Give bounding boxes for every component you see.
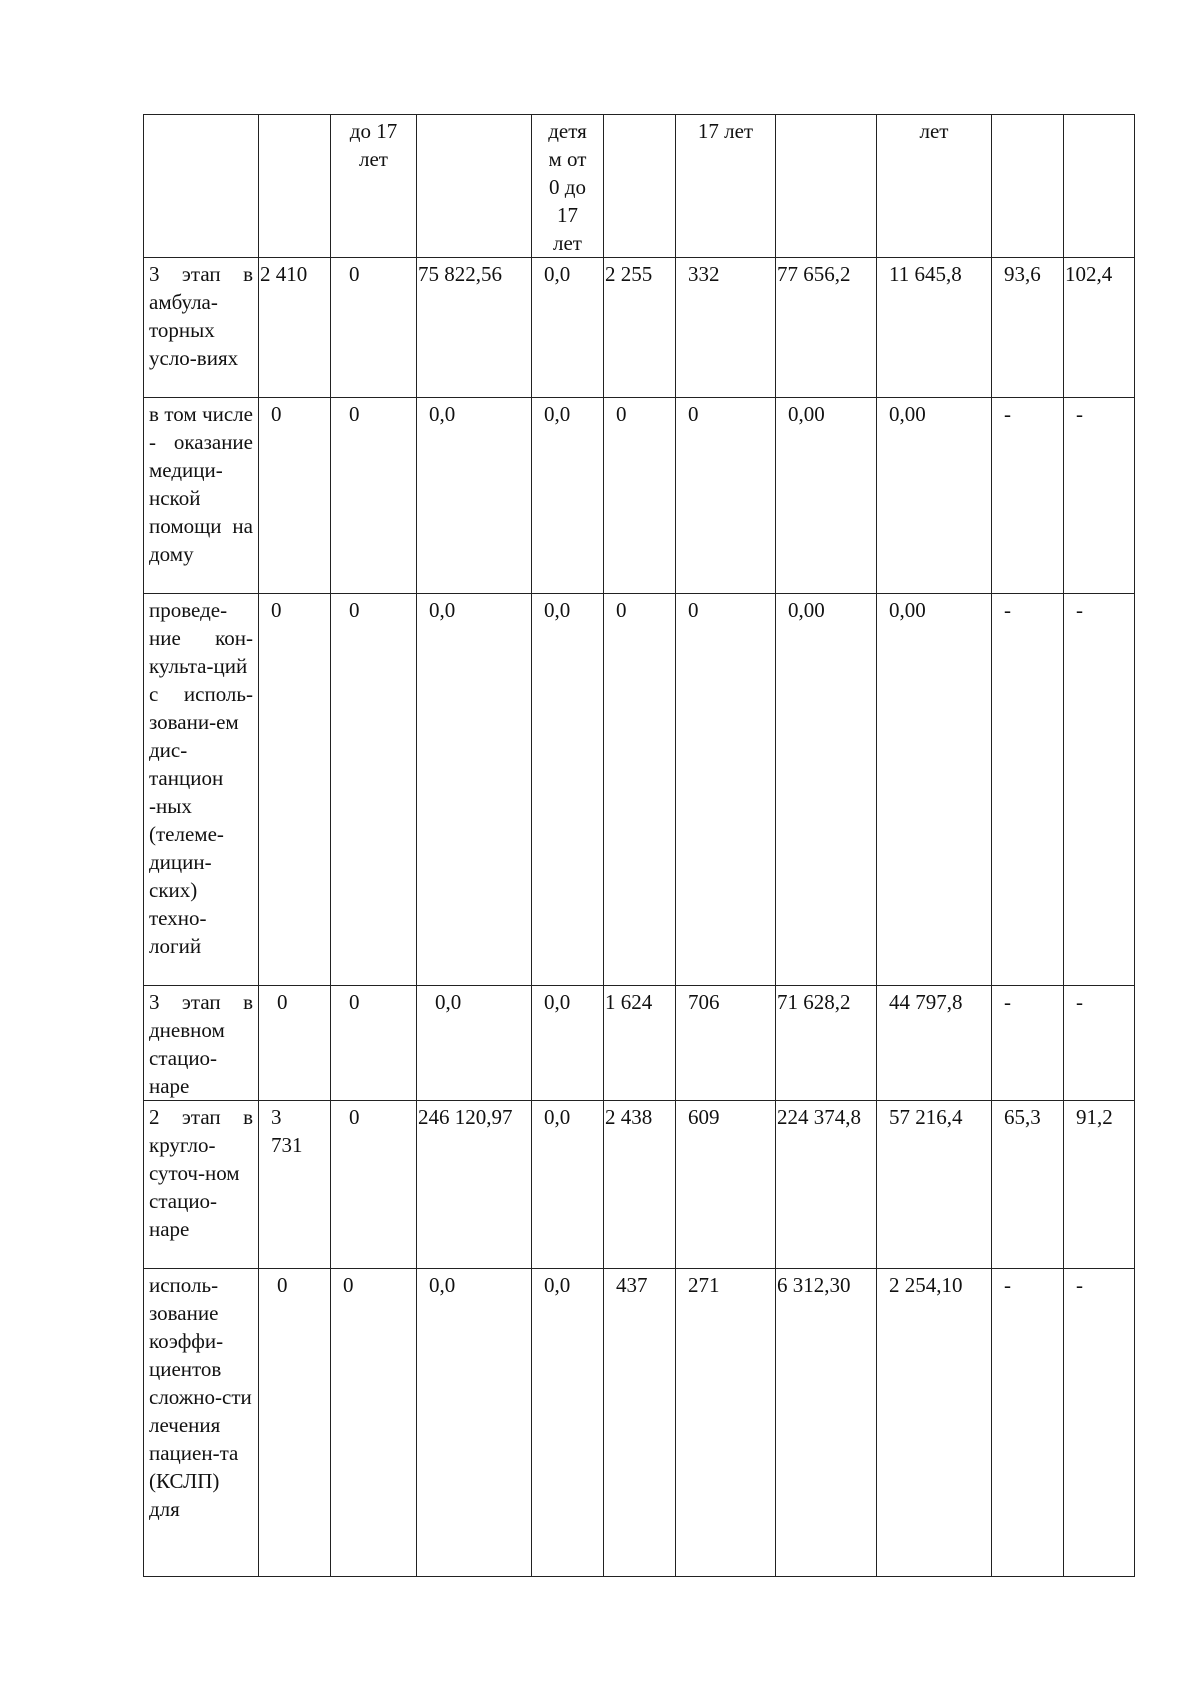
table-cell: 0 xyxy=(331,258,417,398)
data-table xyxy=(143,114,1135,1577)
table-cell: 91,2 xyxy=(1064,1101,1135,1269)
table-cell: 2 255 xyxy=(604,258,676,398)
table-cell: 1 624 xyxy=(604,986,676,1101)
table-row xyxy=(144,1101,1135,1269)
row-label: 2 этап в кругло-суточ-ном стацио-наре xyxy=(144,1101,259,1269)
table-cell: 0,0 xyxy=(417,398,532,594)
table-row xyxy=(144,1269,1135,1577)
header-cell xyxy=(604,115,676,258)
table-cell: - xyxy=(1064,986,1135,1101)
header-cell: до 17 лет xyxy=(331,115,417,258)
row-label: исполь-зование коэффи-циентов сложно-сти лечения пациен-та (КСЛП) для xyxy=(144,1269,259,1577)
table-cell: 0 xyxy=(604,594,676,986)
table-cell: 11 645,8 xyxy=(877,258,992,398)
table-cell: 71 628,2 xyxy=(776,986,877,1101)
table-cell: 0,0 xyxy=(532,398,604,594)
table-cell: 0 xyxy=(259,398,331,594)
table-cell: 77 656,2 xyxy=(776,258,877,398)
table-row xyxy=(144,398,1135,594)
table-cell: 271 xyxy=(676,1269,776,1577)
table-cell: 0,0 xyxy=(417,594,532,986)
table-cell: 0 xyxy=(259,986,331,1101)
table-cell: 0 xyxy=(331,1101,417,1269)
table-cell: 0,00 xyxy=(776,594,877,986)
row-label: 3 этап в дневном стацио-наре xyxy=(144,986,259,1101)
table-cell: 0,0 xyxy=(532,258,604,398)
table-cell: 3 731 xyxy=(259,1101,331,1269)
table-cell: - xyxy=(1064,1269,1135,1577)
table-cell: 0,00 xyxy=(877,594,992,986)
table-cell: 2 410 xyxy=(259,258,331,398)
table-cell: - xyxy=(992,986,1064,1101)
table-cell: 0 xyxy=(676,594,776,986)
table-cell: - xyxy=(992,1269,1064,1577)
header-cell xyxy=(1064,115,1135,258)
header-cell: 17 лет xyxy=(676,115,776,258)
table-cell: 224 374,8 xyxy=(776,1101,877,1269)
table-cell: - xyxy=(992,594,1064,986)
table-cell: 0,0 xyxy=(417,1269,532,1577)
table-cell: 706 xyxy=(676,986,776,1101)
table-row xyxy=(144,986,1135,1101)
table-cell: 0,00 xyxy=(776,398,877,594)
header-cell xyxy=(144,115,259,258)
header-cell xyxy=(417,115,532,258)
table-cell: 0,0 xyxy=(532,1269,604,1577)
table-cell: 102,4 xyxy=(1064,258,1135,398)
table-cell: 75 822,56 xyxy=(417,258,532,398)
header-cell: детя м от 0 до 17 лет xyxy=(532,115,604,258)
table-cell: 57 216,4 xyxy=(877,1101,992,1269)
table-cell: 0 xyxy=(331,1269,417,1577)
table-cell: 0,0 xyxy=(532,594,604,986)
table-cell: 0,0 xyxy=(532,986,604,1101)
table-cell: 332 xyxy=(676,258,776,398)
table-row xyxy=(144,594,1135,986)
table-cell: - xyxy=(1064,398,1135,594)
table-header-row xyxy=(144,115,1135,258)
table-cell: - xyxy=(992,398,1064,594)
table-cell: 0 xyxy=(259,594,331,986)
table-cell: 609 xyxy=(676,1101,776,1269)
header-cell xyxy=(776,115,877,258)
header-cell: лет xyxy=(877,115,992,258)
table-cell: 437 xyxy=(604,1269,676,1577)
row-label: проведе-ние кон-культа-ций с исполь-зовани-ем дис-танцион -ных (телеме-дицин-ских) техно-логий xyxy=(144,594,259,986)
header-cell xyxy=(992,115,1064,258)
table-cell: 0,0 xyxy=(532,1101,604,1269)
row-label: 3 этап в амбула-торных усло-виях xyxy=(144,258,259,398)
table-cell: 0 xyxy=(676,398,776,594)
table-cell: 0,0 xyxy=(417,986,532,1101)
row-label: в том числе - оказание медици-нской помощи на дому xyxy=(144,398,259,594)
header-cell xyxy=(259,115,331,258)
table-cell: 6 312,30 xyxy=(776,1269,877,1577)
table-cell: - xyxy=(1064,594,1135,986)
table-cell: 2 438 xyxy=(604,1101,676,1269)
table-cell: 93,6 xyxy=(992,258,1064,398)
table-cell: 44 797,8 xyxy=(877,986,992,1101)
table-cell: 2 254,10 xyxy=(877,1269,992,1577)
table-cell: 0 xyxy=(604,398,676,594)
table-cell: 246 120,97 xyxy=(417,1101,532,1269)
table-cell: 0 xyxy=(331,594,417,986)
table-cell: 0 xyxy=(331,986,417,1101)
table-cell: 0 xyxy=(259,1269,331,1577)
table-cell: 65,3 xyxy=(992,1101,1064,1269)
table-cell: 0 xyxy=(331,398,417,594)
table-cell: 0,00 xyxy=(877,398,992,594)
table-row xyxy=(144,258,1135,398)
